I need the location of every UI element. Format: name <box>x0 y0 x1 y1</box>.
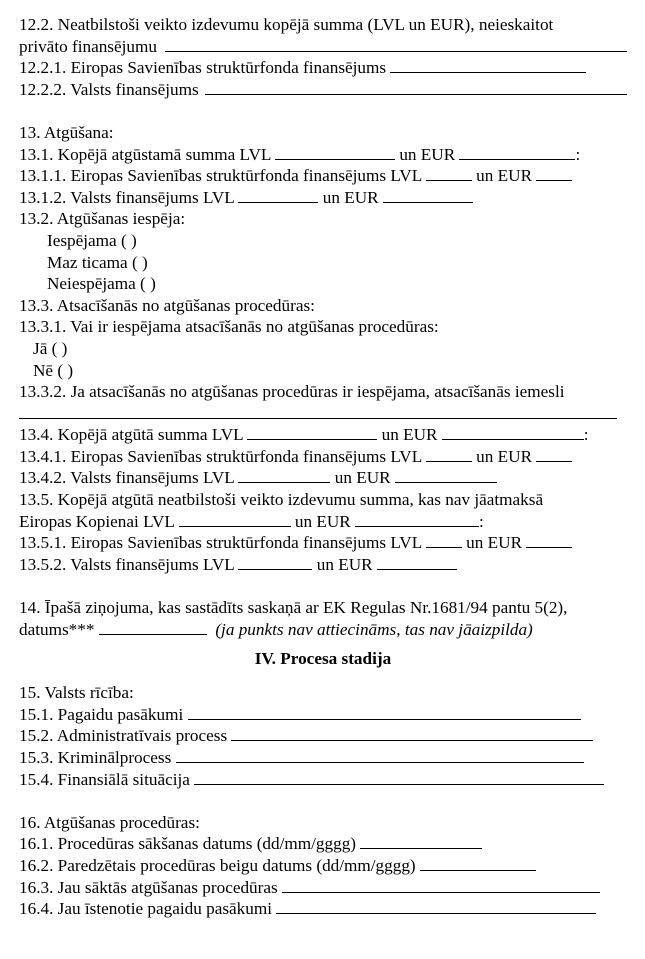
item-13-3-2-label: 13.3.2. Ja atsacīšanās no atgūšanas procedūras ir iespējama, atsacīšanās iemesli <box>19 382 565 402</box>
item-13-1-1-lvl-blank[interactable] <box>426 166 472 181</box>
item-13-2-label: 13.2. Atgūšanas iespēja: <box>19 209 186 229</box>
section-heading: IV. Procesa stadija <box>254 649 392 669</box>
item-15-4 <box>19 769 627 791</box>
item-13-4 <box>19 424 627 446</box>
option-impossible[interactable] <box>19 273 627 295</box>
option-unlikely[interactable] <box>19 252 627 274</box>
item-15-4-blank[interactable] <box>194 770 604 785</box>
item-15-2-blank[interactable] <box>231 726 593 741</box>
item-13-3-1-label: 13.3.1. Vai ir iespējama atsacīšanās no atgūšanas procedūras: <box>19 317 439 337</box>
item-13-4-eur-blank[interactable] <box>442 425 584 440</box>
section-16-title-text: 16. Atgūšanas procedūras: <box>19 812 200 832</box>
item-15-3-blank[interactable] <box>176 748 584 763</box>
item-13-1 <box>19 144 627 166</box>
option-impossible-label[interactable]: Neiespējama ( ) <box>47 274 156 294</box>
item-12-2-2 <box>19 79 627 101</box>
item-13-1-eur-blank[interactable] <box>459 145 575 160</box>
item-13-4-eur-label: un EUR <box>381 425 438 445</box>
item-15-1 <box>19 704 627 726</box>
item-13-5-1-lvl-blank[interactable] <box>426 533 462 548</box>
item-13-3-2 <box>19 381 627 403</box>
item-12-2-line1 <box>19 14 627 36</box>
colon: : <box>575 144 581 164</box>
colon: : <box>583 425 589 445</box>
item-13-3 <box>19 295 627 317</box>
form-page <box>19 14 627 920</box>
item-13-5-2-lvl-blank[interactable] <box>238 555 312 570</box>
item-13-4-1 <box>19 446 627 468</box>
item-13-1-2-eur-label: un EUR <box>322 187 379 207</box>
item-13-1-2-eur-blank[interactable] <box>383 188 473 203</box>
option-yes-label[interactable]: Jā ( ) <box>33 338 68 358</box>
item-13-5-eur-label: un EUR <box>294 511 351 531</box>
item-13-4-1-label: 13.4.1. Eiropas Savienības struktūrfonda finansējums LVL <box>19 446 422 466</box>
item-16-2 <box>19 855 627 877</box>
item-12-2-1-label: 12.2.1. Eiropas Savienības struktūrfonda finansējums <box>19 58 387 78</box>
option-unlikely-label[interactable]: Maz ticama ( ) <box>47 252 148 272</box>
item-13-5-1-eur-label: un EUR <box>466 533 523 553</box>
item-13-5-label: 13.5. Kopējā atgūtā neatbilstoši veikto izdevumu summa, kas nav jāatmaksā <box>19 490 544 510</box>
item-13-4-1-eur-label: un EUR <box>476 446 533 466</box>
item-13-5-eur-blank[interactable] <box>355 512 479 527</box>
item-16-1-blank[interactable] <box>360 834 482 849</box>
item-16-2-blank[interactable] <box>420 856 536 871</box>
option-no[interactable] <box>19 360 627 382</box>
item-14-line2 <box>19 619 627 641</box>
item-13-3-2-answer-line <box>19 403 627 425</box>
item-13-5-label-cont: Eiropas Kopienai LVL <box>19 511 175 531</box>
item-15-1-label: 15.1. Pagaidu pasākumi <box>19 704 184 724</box>
item-15-3 <box>19 747 627 769</box>
section-16-title <box>19 812 627 834</box>
item-14-line1 <box>19 597 627 619</box>
item-16-1 <box>19 833 627 855</box>
item-13-4-1-eur-blank[interactable] <box>536 447 572 462</box>
item-15-4-label: 15.4. Finansiālā situācija <box>19 769 190 789</box>
item-13-1-2-label: 13.1.2. Valsts finansējums LVL <box>19 187 235 207</box>
item-16-3-blank[interactable] <box>282 878 600 893</box>
option-yes[interactable] <box>19 338 627 360</box>
option-possible[interactable] <box>19 230 627 252</box>
item-13-1-2-lvl-blank[interactable] <box>238 188 318 203</box>
item-15-1-blank[interactable] <box>188 705 581 720</box>
item-13-5-line1 <box>19 489 627 511</box>
item-12-2-line2 <box>19 36 627 58</box>
item-13-5-line2 <box>19 511 627 533</box>
item-13-5-2-eur-label: un EUR <box>316 554 373 574</box>
item-16-4-blank[interactable] <box>276 899 596 914</box>
item-16-1-label: 16.1. Procedūras sākšanas datums (dd/mm/gggg) <box>19 834 357 854</box>
item-13-1-label: 13.1. Kopējā atgūstamā summa LVL <box>19 144 271 164</box>
item-13-4-2-eur-label: un EUR <box>334 468 391 488</box>
item-13-3-label: 13.3. Atsacīšanās no atgūšanas procedūras: <box>19 295 315 315</box>
item-13-5-2 <box>19 554 627 576</box>
item-13-1-eur-label: un EUR <box>399 144 456 164</box>
item-16-3-label: 16.3. Jau sāktās atgūšanas procedūras <box>19 877 278 897</box>
section-13-title-text: 13. Atgūšana: <box>19 122 114 142</box>
item-15-2-label: 15.2. Administratīvais process <box>19 726 228 746</box>
item-12-2-text: 12.2. Neatbilstoši veikto izdevumu kopējā summa (LVL un EUR), neieskaitot <box>19 15 554 34</box>
section-13-title <box>19 122 627 144</box>
item-16-4 <box>19 898 627 920</box>
colon: : <box>479 511 484 531</box>
item-13-5-2-eur-blank[interactable] <box>377 555 457 570</box>
item-12-2-1 <box>19 57 627 79</box>
item-13-1-1-label: 13.1.1. Eiropas Savienības struktūrfonda finansējums LVL <box>19 166 422 186</box>
item-16-4-label: 16.4. Jau īstenotie pagaidu pasākumi <box>19 899 272 919</box>
item-16-3 <box>19 877 627 899</box>
item-14-label: 14. Īpašā ziņojuma, kas sastādīts saskaņā ar EK Regulas Nr.1681/94 pantu 5(2), <box>19 598 568 618</box>
item-14-date-label: datums*** <box>19 619 95 639</box>
item-12-2-text-cont: privāto finansējumu <box>19 36 157 56</box>
item-15-3-label: 15.3. Kriminālprocess <box>19 748 172 767</box>
item-13-3-1 <box>19 316 627 338</box>
option-possible-label[interactable]: Iespējama ( ) <box>47 230 137 250</box>
item-13-4-2-label: 13.4.2. Valsts finansējums LVL <box>19 468 235 488</box>
item-13-5-1 <box>19 532 627 554</box>
item-12-2-1-blank[interactable] <box>390 58 586 73</box>
item-13-5-1-label: 13.5.1. Eiropas Savienības struktūrfonda finansējums LVL <box>19 533 422 553</box>
item-13-1-1-eur-label: un EUR <box>476 166 533 186</box>
option-no-label[interactable]: Nē ( ) <box>33 360 74 380</box>
item-14-note: (ja punkts nav attiecināms, tas nav jāaizpilda) <box>215 619 533 639</box>
item-13-3-2-blank[interactable] <box>19 404 617 419</box>
item-16-2-label: 16.2. Paredzētais procedūras beigu datums (dd/mm/gggg) <box>19 855 416 875</box>
item-13-4-lvl-blank[interactable] <box>247 425 377 440</box>
item-15-2 <box>19 725 627 747</box>
item-13-2 <box>19 208 627 230</box>
item-13-4-1-lvl-blank[interactable] <box>426 447 472 462</box>
item-13-1-lvl-blank[interactable] <box>275 145 395 160</box>
item-13-1-1-eur-blank[interactable] <box>536 166 572 181</box>
item-13-4-2-eur-blank[interactable] <box>395 468 497 483</box>
item-13-5-2-label: 13.5.2. Valsts finansējums LVL <box>19 554 235 574</box>
section-15-title <box>19 682 627 704</box>
item-13-4-2 <box>19 467 627 489</box>
item-13-4-2-lvl-blank[interactable] <box>238 468 330 483</box>
section-15-title-text: 15. Valsts rīcība: <box>19 683 134 703</box>
item-12-2-2-label: 12.2.2. Valsts finansējums <box>19 79 199 99</box>
item-13-5-1-eur-blank[interactable] <box>526 533 572 548</box>
item-12-2-2-blank[interactable] <box>205 80 627 95</box>
item-14-date-blank[interactable] <box>99 620 207 635</box>
item-13-5-lvl-blank[interactable] <box>179 512 291 527</box>
item-12-2-blank[interactable] <box>165 37 627 52</box>
item-13-4-label: 13.4. Kopējā atgūtā summa LVL <box>19 425 244 445</box>
item-13-1-2 <box>19 187 627 209</box>
item-13-1-1 <box>19 165 627 187</box>
